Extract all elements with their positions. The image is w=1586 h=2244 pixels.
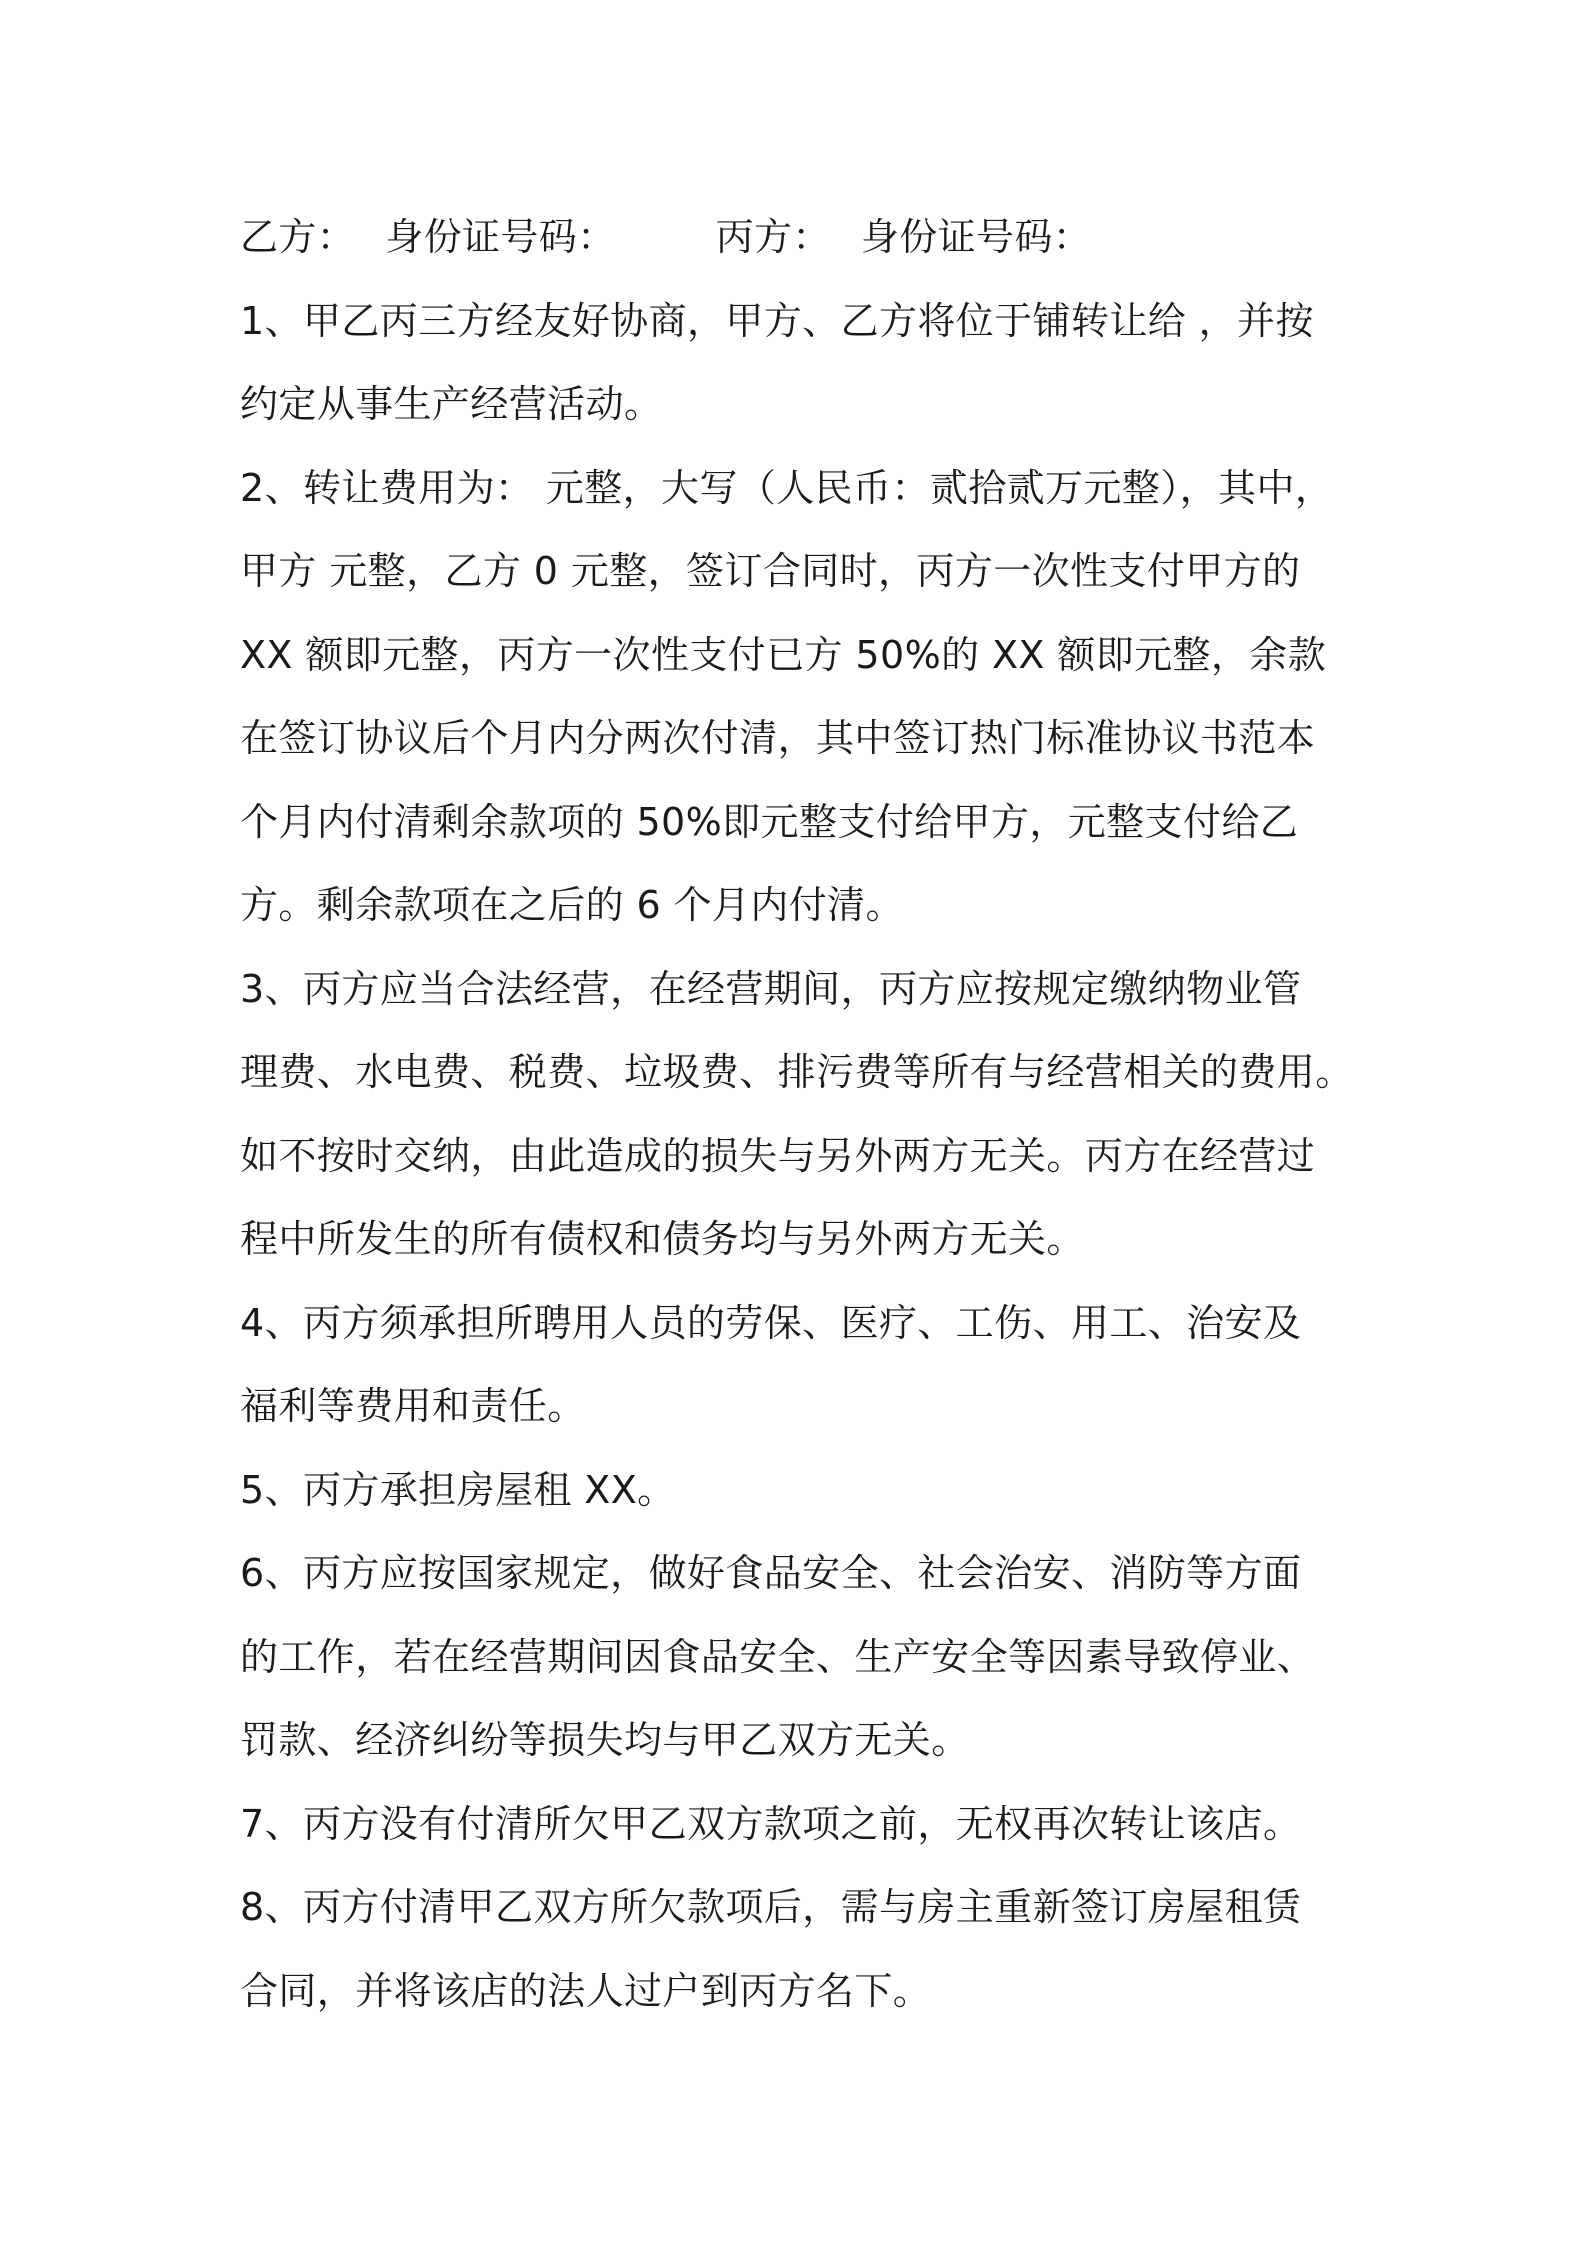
party-b-label: 乙方： bbox=[240, 215, 356, 259]
text-line: 8、丙方付清甲乙双方所欠款项后，需与房主重新签订房屋租赁 bbox=[240, 1885, 1302, 1929]
text-line: 7、丙方没有付清所欠甲乙双方款项之前，无权再次转让该店。 bbox=[240, 1801, 1302, 1846]
text-line: 3、丙方应当合法经营，在经营期间，丙方应按规定缴纳物业管 bbox=[240, 966, 1302, 1011]
text-line: 甲方 元整，乙方 0 元整，签订合同时，丙方一次性支付甲方的 bbox=[240, 549, 1301, 593]
text-line: 合同，并将该店的法人过户到丙方名下。 bbox=[240, 1968, 932, 2013]
text-line: 在签订协议后个月内分两次付清，其中签订热门标准协议书范本 bbox=[240, 716, 1316, 760]
text-line: XX 额即元整，丙方一次性支付已方 50%的 XX 额即元整，余款 bbox=[240, 632, 1327, 677]
party-b-id-label: 身份证号码： bbox=[385, 215, 616, 259]
text-line: 程中所发生的所有债权和债务均与另外两方无关。 bbox=[240, 1217, 1085, 1261]
text-line: 6、丙方应按国家规定，做好食品安全、社会治安、消防等方面 bbox=[240, 1551, 1302, 1595]
text-line: 罚款、经济纠纷等损失均与甲乙双方无关。 bbox=[240, 1718, 970, 1762]
document-body bbox=[240, 196, 1370, 2033]
party-c-label: 丙方： bbox=[715, 215, 831, 259]
text-line: 约定从事生产经营活动。 bbox=[240, 382, 663, 426]
party-id-line bbox=[240, 196, 1370, 280]
text-line: 的工作，若在经营期间因食品安全、生产安全等因素导致停业、 bbox=[240, 1634, 1316, 1679]
text-line: 5、丙方承担房屋租 XX。 bbox=[240, 1467, 676, 1512]
text-line: 2、转让费用为： 元整，大写（人民币：贰拾贰万元整），其中， bbox=[240, 465, 1334, 510]
party-c-id-label: 身份证号码： bbox=[860, 215, 1092, 259]
text-line: 4、丙方须承担所聘用人员的劳保、医疗、工伤、用工、治安及 bbox=[240, 1300, 1302, 1345]
text-line: 个月内付清剩余款项的 50%即元整支付给甲方，元整支付给乙 bbox=[240, 799, 1299, 844]
text-line: 1、甲乙丙三方经友好协商，甲方、乙方将位于铺转让给 ，并按 bbox=[240, 298, 1314, 343]
text-line: 如不按时交纳，由此造成的损失与另外两方无关。丙方在经营过 bbox=[240, 1133, 1316, 1178]
text-line: 方。剩余款项在之后的 6 个月内付清。 bbox=[240, 883, 904, 927]
text-line: 理费、水电费、税费、垃圾费、排污费等所有与经营相关的费用。 bbox=[240, 1050, 1354, 1094]
text-line: 福利等费用和责任。 bbox=[240, 1384, 586, 1428]
